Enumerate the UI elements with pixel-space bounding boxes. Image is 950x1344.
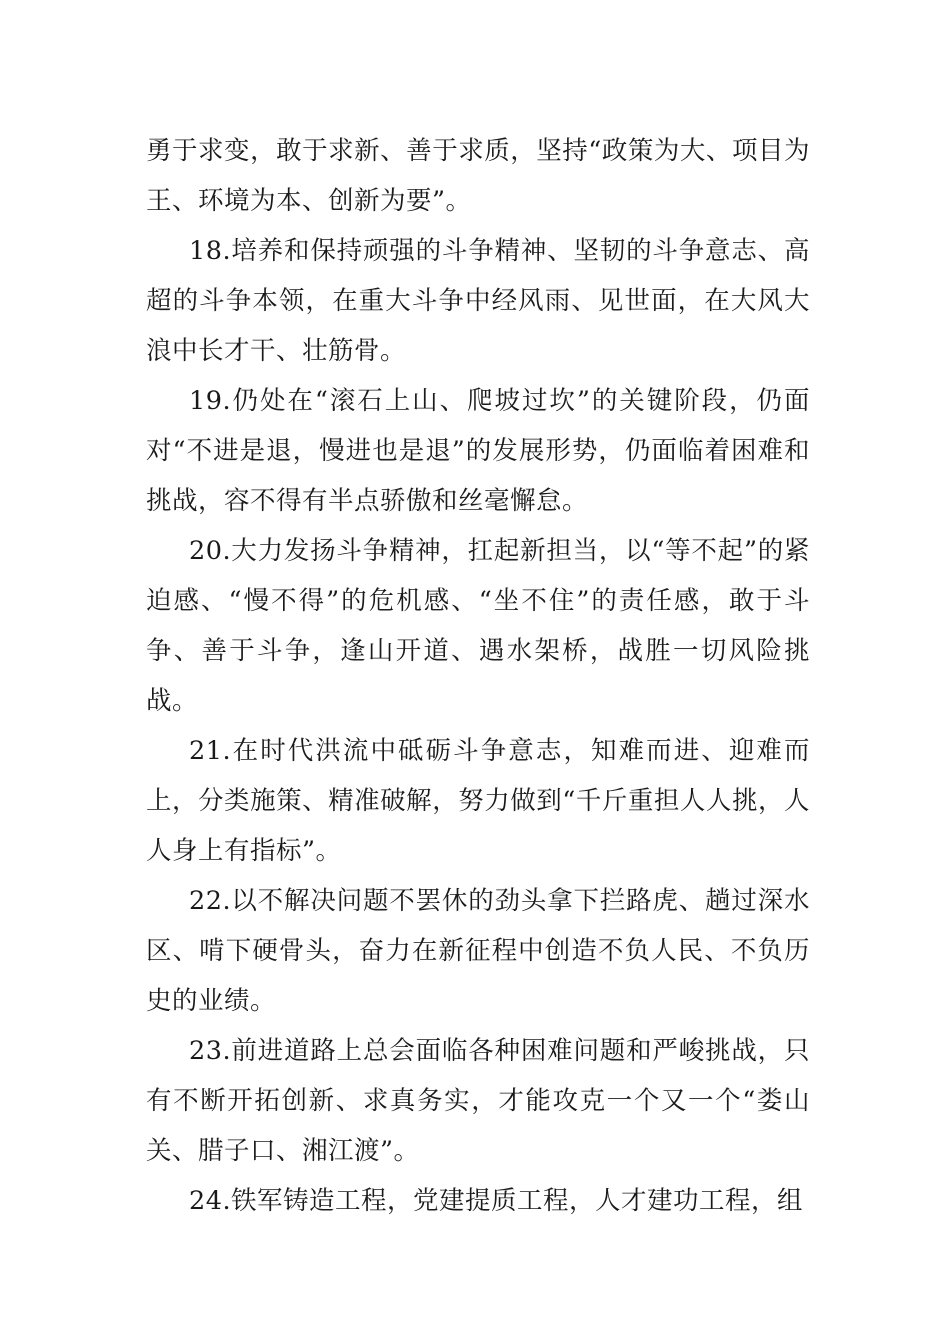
- paragraph: 22.以不解决问题不罢休的劲头拿下拦路虎、趟过深水区、啃下硬骨头，奋力在新征程中创造不负人民、不负历史的业绩。: [146, 886, 810, 1016]
- paragraph: 19.仍处在“滚石上山、爬坡过坎”的关键阶段，仍面对“不进是退，慢进也是退”的发展形势，仍面临着困难和挑战，容不得有半点骄傲和丝毫懈怠。: [146, 386, 810, 516]
- paragraph: 21.在时代洪流中砥砺斗争意志，知难而进、迎难而上，分类施策、精准破解，努力做到“千斤重担人人挑，人人身上有指标”。: [146, 736, 810, 866]
- document-body: [146, 126, 810, 1226]
- paragraph: 20.大力发扬斗争精神，扛起新担当，以“等不起”的紧迫感、“慢不得”的危机感、“坐不住”的责任感，敢于斗争、善于斗争，逢山开道、遇水架桥，战胜一切风险挑战。: [146, 536, 810, 716]
- paragraph: 24.铁军铸造工程，党建提质工程，人才建功工程，组: [189, 1186, 804, 1216]
- paragraph: 勇于求变，敢于求新、善于求质，坚持“政策为大、项目为王、环境为本、创新为要”。: [146, 136, 810, 216]
- paragraph: 23.前进道路上总会面临各种困难问题和严峻挑战，只有不断开拓创新、求真务实，才能攻克一个又一个“娄山关、腊子口、湘江渡”。: [146, 1036, 810, 1166]
- paragraph: 18.培养和保持顽强的斗争精神、坚韧的斗争意志、高超的斗争本领，在重大斗争中经风雨、见世面，在大风大浪中长才干、壮筋骨。: [146, 236, 810, 366]
